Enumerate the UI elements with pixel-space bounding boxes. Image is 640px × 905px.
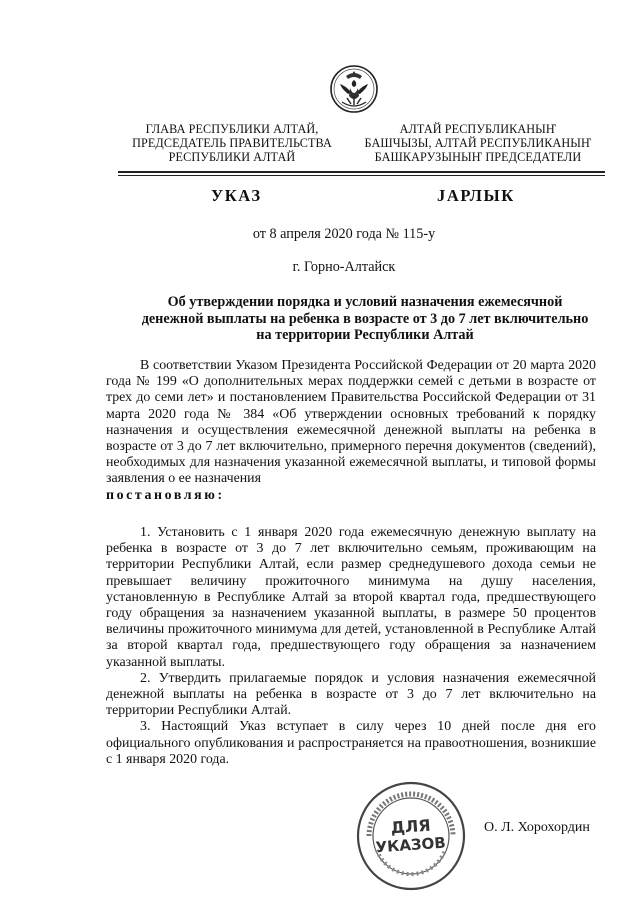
header-left-line: ГЛАВА РЕСПУБЛИКИ АЛТАЙ, (145, 122, 319, 136)
stamp-word-2: УКАЗОВ (374, 833, 447, 857)
document-type-alt: ЈАРЛЫК (437, 186, 515, 205)
document-title (140, 294, 590, 344)
coat-of-arms-emblem (328, 58, 380, 120)
header-left-line: РЕСПУБЛИКИ АЛТАЙ (168, 150, 296, 164)
title-line: на территории Республики Алтай (256, 327, 474, 343)
decree-item-3: 3. Настоящий Указ вступает в силу через 10 дней после дня его официального опубликования и распространяется на правоотношения, возникшие с 1 января 2020 года. (106, 719, 596, 767)
signer-name: О. Л. Хорохордин (484, 820, 590, 835)
decree-word: постановляю: (106, 487, 225, 503)
preamble-paragraph: В соответствии Указом Президента Российской Федерации от 20 марта 2020 года № 199 «О дополнительных мерах поддержки семей с детьми в возрасте от трех до семи лет» и постановлением Правительства Российской Федерации от 31 марта 2020 года № 384 «Об утверждении основных требований к порядку назначения и осуществления ежемесячной денежной выплаты на ребенка в возрасте от 3 до 7 лет включительно, примерного перечня документов (сведений), необходимых для назначения указанной ежемесячной выплаты, и типовой формы заявления о ее назначения (106, 358, 596, 487)
header-right-block (356, 122, 600, 164)
header-right-line: БАШКАРУЗЫНЫҤ ПРЕДСЕДАТЕЛИ (374, 150, 582, 164)
header-rule-thick (118, 171, 605, 173)
header-right-line: БАШЧЫЗЫ, АЛТАЙ РЕСПУБЛИКАНЫҤ (364, 136, 592, 150)
stamp-seal (355, 780, 467, 892)
preamble-block (106, 358, 596, 504)
decree-items (106, 525, 596, 768)
title-line: Об утверждении порядка и условий назначения ежемесячной (167, 294, 563, 310)
decree-item-1: 1. Установить с 1 января 2020 года ежемесячную денежную выплату на ребенка в возрасте от 3 до 7 лет включительно семьям, проживающим на территории Республики Алтай, если размер среднедушевого дохода семьи не превышает величину прожиточного минимума на душу населения, установленную в Республике Алтай за второй квартал года, предшествующего году обращения за назначением указанной выплаты, в размере 50 процентов величины прожиточного минимума для детей, установленной в Республике Алтай за второй квартал года, предшествующего году обращения за назначением указанной выплаты. (106, 525, 596, 670)
decree-item-2: 2. Утвердить прилагаемые порядок и условия назначения ежемесячной денежной выплаты на ребенка в возрасте от 3 до 7 лет включительно на территории Республики Алтай. (106, 670, 596, 719)
header-rule-thin (118, 175, 605, 176)
header-right-line: АЛТАЙ РЕСПУБЛИКАНЫҤ (399, 122, 557, 136)
header-left-line: ПРЕДСЕДАТЕЛЬ ПРАВИТЕЛЬСТВА (132, 136, 332, 150)
header-left-block (128, 122, 336, 164)
title-line: денежной выплаты на ребенка в возрасте от 3 до 7 лет включительно (141, 310, 589, 327)
date-number: от 8 апреля 2020 года № 115-у (252, 226, 436, 242)
city: г. Горно-Алтайск (292, 259, 396, 275)
stamp-word-1: ДЛЯ (390, 815, 432, 838)
document-type-ru: УКАЗ (211, 186, 262, 205)
